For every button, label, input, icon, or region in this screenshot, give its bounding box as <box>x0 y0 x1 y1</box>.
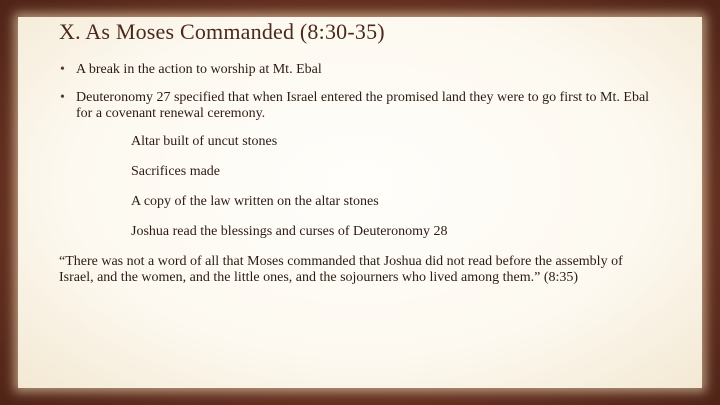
sub-item: Altar built of uncut stones <box>131 134 278 149</box>
sub-item-list <box>59 134 659 240</box>
bullet-text: A break in the action to worship at Mt. Ebal <box>76 62 322 77</box>
bullet-marker: • <box>60 62 65 77</box>
bullet-text: Deuteronomy 27 specified that when Israel entered the promised land they were to go first to Mt. Ebal for a covenant renewal ceremony. <box>76 90 650 121</box>
bullet-item <box>59 62 659 78</box>
slide-title: X. As Moses Commanded (8:30-35) <box>59 19 385 44</box>
bullet-item <box>59 90 659 122</box>
bullet-marker: • <box>60 90 65 105</box>
scripture-quote: “There was not a word of all that Moses commanded that Joshua did not read before the assembly of Israel, and the women, and the little ones, and the sojourners who lived among them.” (8:35) <box>59 254 623 285</box>
sub-item: Joshua read the blessings and curses of Deuteronomy 28 <box>131 224 448 239</box>
sub-item: A copy of the law written on the altar stones <box>131 194 379 209</box>
sub-item: Sacrifices made <box>131 164 221 179</box>
slide-content <box>59 62 659 286</box>
